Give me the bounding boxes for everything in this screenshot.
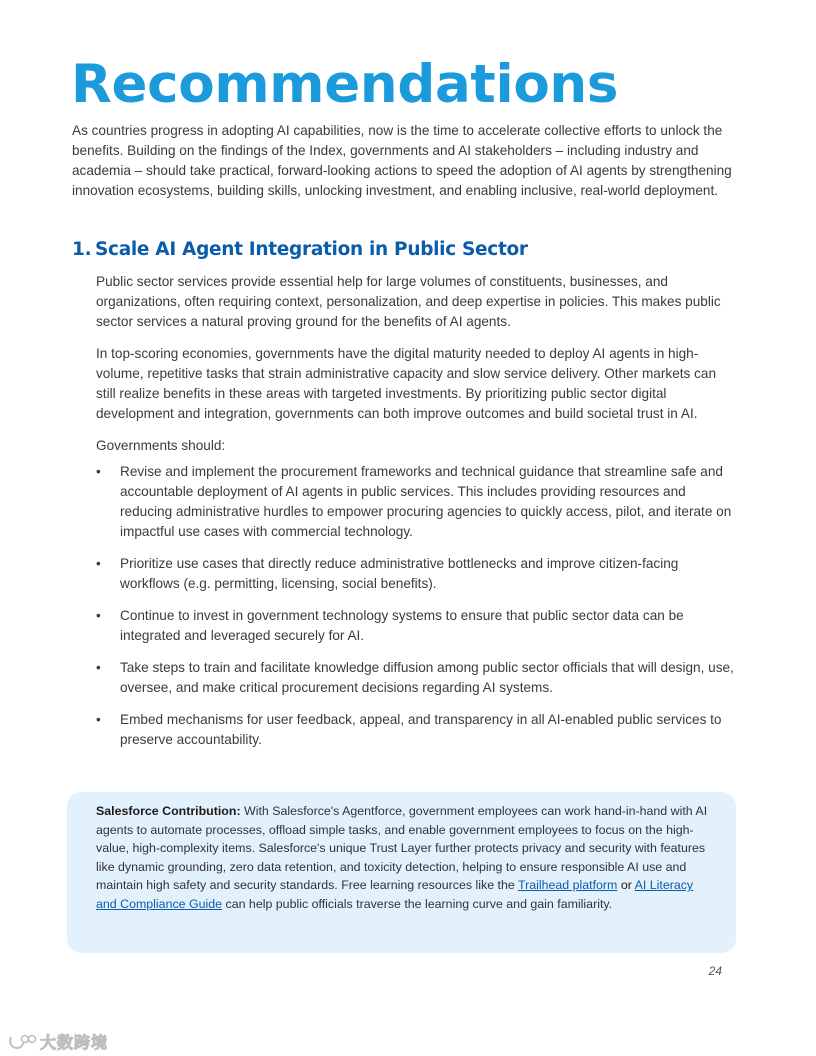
list-item: [96, 606, 736, 646]
list-item: [96, 710, 736, 750]
list-item: [96, 658, 736, 698]
intro-paragraph: As countries progress in adopting AI capabilities, now is the time to accelerate collective efforts to unlock the benefits. Building on the findings of the Index, governments and AI stakeholders – including industry and academia – should take practical, forward-looking actions to speed the adoption of AI agents by strengthening innovation ecosystems, building skills, unlocking investment, and enabling inclusive, real-world deployment.: [72, 123, 732, 198]
section-paragraph: Public sector services provide essential help for large volumes of constituents, businesses, and organizations, often requiring context, personalization, and deep expertise in policies. This makes public sector services a natural proving ground for the benefits of AI agents.: [96, 274, 721, 329]
section-paragraph: In top-scoring economies, governments have the digital maturity needed to deploy AI agents in high-volume, repetitive tasks that strain administrative capacity and slow service delivery. Other markets can still realize benefits in these areas with targeted investments. By prioritizing public sector digital development and integration, governments can both improve outcomes and build societal trust in AI.: [96, 346, 717, 421]
bullet-icon: •: [96, 608, 101, 623]
bullet-icon: •: [96, 556, 101, 571]
list-item: [96, 554, 736, 594]
list-item-text: Take steps to train and facilitate knowledge diffusion among public sector officials that will design, use, oversee, and make critical procurement decisions regarding AI systems.: [120, 660, 734, 695]
recommendation-list: [96, 462, 736, 750]
list-item-text: Revise and implement the procurement frameworks and technical guidance that streamline safe and accountable deployment of AI agents in public services. This includes providing resources and reducing administrative hurdles to empower procuring agencies to quickly access, pilot, and iterate on impactful use cases with commercial technology.: [120, 464, 732, 539]
section-title: Scale AI Agent Integration in Public Sector: [95, 239, 528, 260]
list-item-text: Continue to invest in government technology systems to ensure that public sector data can be integrated and leveraged securely for AI.: [120, 608, 684, 643]
bullet-icon: •: [96, 464, 101, 479]
list-item-text: Embed mechanisms for user feedback, appeal, and transparency in all AI-enabled public services to preserve accountability.: [120, 712, 722, 747]
list-item-text: Prioritize use cases that directly reduce administrative bottlenecks and improve citizen-facing workflows (e.g. permitting, licensing, social benefits).: [120, 556, 679, 591]
list-item: [96, 462, 736, 542]
salesforce-contribution-callout: [67, 792, 736, 953]
watermark-text: 大数跨境: [40, 1033, 109, 1052]
callout-body-end: can help public officials traverse the learning curve and gain familiarity.: [222, 896, 613, 911]
callout-text: [96, 802, 708, 913]
callout-body: With Salesforce's Agentforce, government employees can work hand-in-hand with AI agents to automate processes, offload simple tasks, and enable government employees to focus on the high-value, high-complexity items. Salesforce's unique Trust Layer further protects privacy and security with features like dynamic grounding, zero data retention, and toxicity detection, helping to ensure responsible AI use and maintain high safety and security standards. Free learning resources like the: [96, 804, 708, 892]
watermark: [8, 1030, 108, 1053]
link-joiner: or: [617, 878, 635, 892]
trailhead-platform-link[interactable]: Trailhead platform: [517, 878, 618, 892]
watermark-logo-icon: [8, 1033, 38, 1051]
bullet-icon: •: [96, 660, 101, 675]
section-number: 1.: [72, 239, 92, 260]
section-body: [96, 272, 736, 762]
governments-should-lead: Governments should:: [96, 438, 226, 453]
page-title: Recommendations: [71, 54, 619, 115]
ai-literacy-guide-link[interactable]: AI Literacy and Compliance Guide: [96, 878, 694, 911]
page-number: 24: [708, 964, 722, 978]
callout-label: Salesforce Contribution:: [96, 804, 241, 818]
section-heading: [72, 236, 528, 264]
bullet-icon: •: [96, 712, 101, 727]
